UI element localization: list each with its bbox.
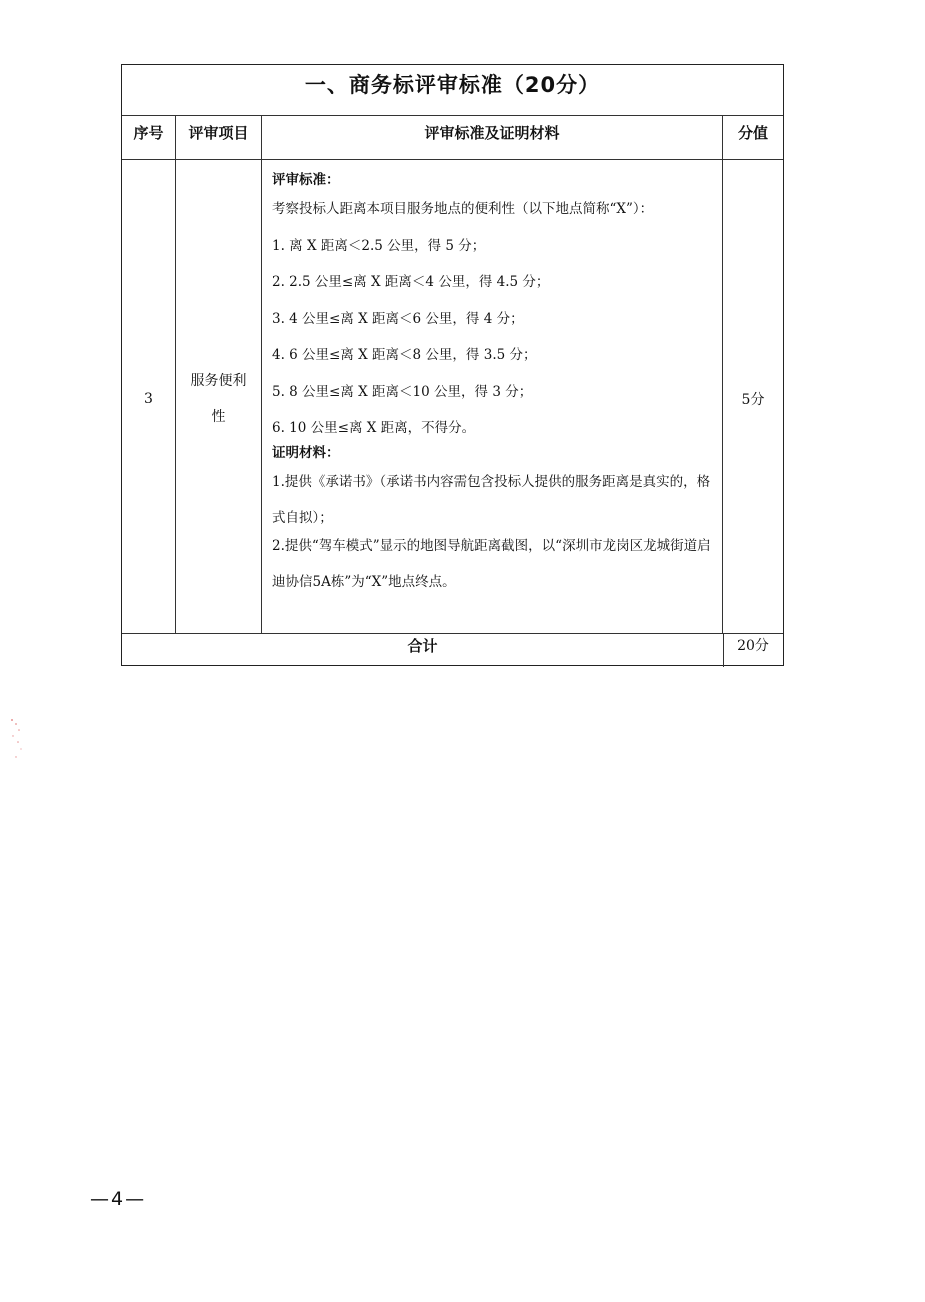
total-label: 合计 bbox=[122, 634, 724, 667]
table-title-row bbox=[122, 65, 783, 116]
criteria-intro: 考察投标人距离本项目服务地点的便利性（以下地点简称“X”）： bbox=[272, 201, 654, 217]
page-number: —4— bbox=[90, 1188, 147, 1210]
row-criteria-cell bbox=[262, 160, 723, 633]
header-criteria: 评审标准及证明材料 bbox=[262, 116, 723, 159]
total-score: 20分 bbox=[737, 638, 769, 654]
table-title: 一、商务标评审标准（20分） bbox=[304, 73, 601, 97]
criteria-item: 1. 离 X 距离＜2.5 公里，得 5 分； bbox=[272, 237, 486, 254]
scoring-table bbox=[121, 64, 784, 666]
row-score: 5分 bbox=[741, 391, 765, 408]
header-item: 评审项目 bbox=[176, 116, 262, 159]
proof-item: 2.提供“驾车模式”显示的地图导航距离截图，以“深圳市龙岗区龙城街道启迪协信5A栋”为“X”地点终点。 bbox=[272, 537, 711, 590]
criteria-heading: 评审标准： bbox=[272, 172, 340, 188]
header-score: 分值 bbox=[737, 124, 768, 142]
table-row bbox=[122, 160, 783, 634]
criteria-item: 6. 10 公里≤离 X 距离，不得分。 bbox=[272, 420, 476, 436]
criteria-item: 5. 8 公里≤离 X 距离＜10 公里，得 3 分； bbox=[272, 383, 533, 400]
proof-item: 1.提供《承诺书》（承诺书内容需包含投标人提供的服务距离是真实的，格式自拟）； bbox=[272, 473, 711, 526]
row-item-cell bbox=[176, 160, 262, 633]
row-score-cell bbox=[723, 160, 783, 633]
criteria-item: 3. 4 公里≤离 X 距离＜6 公里，得 4 分； bbox=[272, 310, 524, 327]
scan-speck-mark bbox=[4, 716, 26, 766]
row-item: 服务便利性 bbox=[190, 372, 247, 425]
criteria-item: 2. 2.5 公里≤离 X 距离＜4 公里，得 4.5 分； bbox=[272, 274, 550, 290]
total-row bbox=[122, 634, 783, 667]
row-index: 3 bbox=[144, 390, 153, 407]
proof-heading: 证明材料： bbox=[272, 444, 340, 461]
header-index: 序号 bbox=[122, 116, 176, 159]
row-index-cell bbox=[122, 160, 176, 633]
criteria-item: 4. 6 公里≤离 X 距离＜8 公里，得 3.5 分； bbox=[272, 347, 537, 363]
table-header-row bbox=[122, 116, 783, 160]
